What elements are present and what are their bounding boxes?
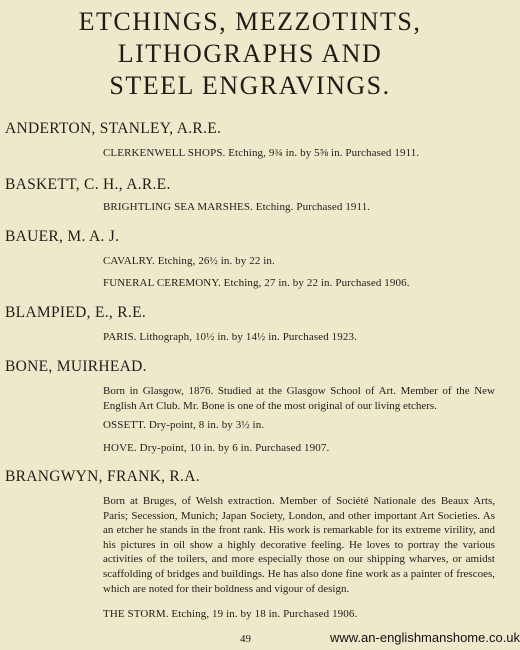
work-item: THE STORM. Etching, 19 in. by 18 in. Purchased 1906. [103,608,358,620]
artist-name: BRANGWYN, FRANK, R.A. [5,468,200,485]
artist-name: BASKETT, C. H., A.R.E. [5,176,171,193]
artist-biography: Born at Bruges, of Welsh extraction. Member of Société Nationale des Beaux Arts, Paris; Secession, Munich; Japan Society, London, and other important Art Societies. As an etcher he stands in the front rank. His work is remarkable for its extreme virility, and his pictures in oil show a highly decorative feeling. He loves to portray the various activities of the toilers, and more especially those on our shipping wharves, or amidst scaffolding of bridges and buildings. He has also done fine work as a painter of frescoes, which are noted for their boldness and vigour of design. [103,495,495,595]
work-item: PARIS. Lithograph, 10½ in. by 14½ in. Purchased 1923. [103,331,357,343]
artist-name: BAUER, M. A. J. [5,228,120,245]
work-item: HOVE. Dry-point, 10 in. by 6 in. Purchased 1907. [103,442,330,454]
artist-name: BONE, MUIRHEAD. [5,358,147,375]
website-watermark: www.an-englishmanshome.co.uk [330,630,520,645]
page-number: 49 [240,633,251,645]
work-item: OSSETT. Dry-point, 8 in. by 3½ in. [103,419,265,431]
artist-name: ANDERTON, STANLEY, A.R.E. [5,120,222,137]
artist-biography: Born in Glasgow, 1876. Studied at the Glasgow School of Art. Member of the New English Art Club. Mr. Bone is one of the most original of our living etchers. [103,385,495,412]
heading-line-2: LITHOGRAPHS AND [117,39,383,68]
artist-name: BLAMPIED, E., R.E. [5,304,147,321]
work-item: CLERKENWELL SHOPS. Etching, 9¾ in. by 5⅝ in. Purchased 1911. [103,147,420,159]
heading-line-3: STEEL ENGRAVINGS. [109,71,391,100]
work-item: CAVALRY. Etching, 26½ in. by 22 in. [103,255,275,267]
work-item: FUNERAL CEREMONY. Etching, 27 in. by 22 in. Purchased 1906. [103,277,410,289]
work-item: BRIGHTLING SEA MARSHES. Etching. Purchased 1911. [103,201,371,213]
heading-line-1: ETCHINGS, MEZZOTINTS, [78,7,422,36]
